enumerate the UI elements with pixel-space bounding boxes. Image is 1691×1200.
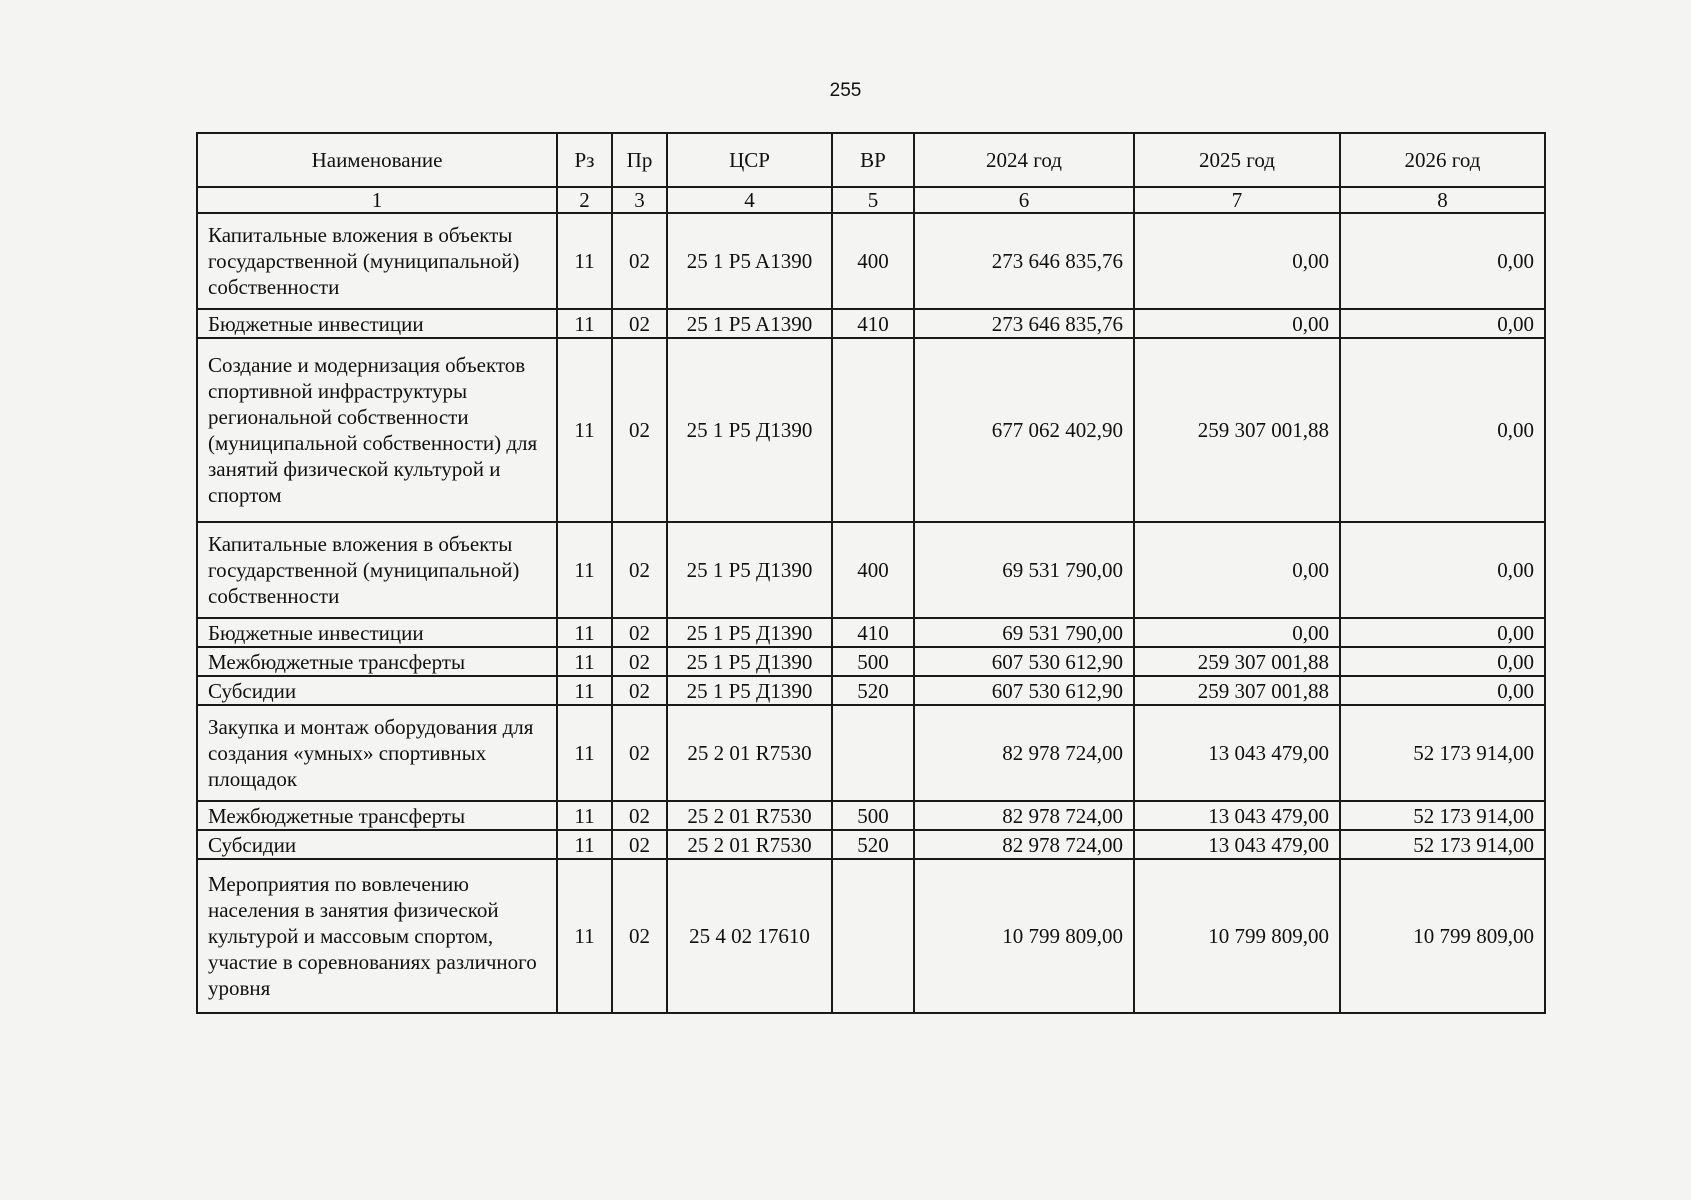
header-vr: ВР: [832, 133, 914, 187]
row-2024: 273 646 835,76: [914, 309, 1134, 338]
table-row: [197, 859, 1545, 1013]
row-name: Закупка и монтаж оборудования для создания «умных» спортивных площадок: [197, 705, 557, 801]
row-pr: 02: [612, 309, 667, 338]
row-2025: 13 043 479,00: [1134, 830, 1340, 859]
row-2024: 82 978 724,00: [914, 801, 1134, 830]
row-name: Бюджетные инвестиции: [197, 309, 557, 338]
row-csr: 25 2 01 R7530: [667, 830, 832, 859]
header-2024: 2024 год: [914, 133, 1134, 187]
row-vr: [832, 859, 914, 1013]
row-2024: 69 531 790,00: [914, 522, 1134, 618]
row-2026: 52 173 914,00: [1340, 801, 1545, 830]
column-number: 1: [197, 187, 557, 213]
row-2026: 0,00: [1340, 647, 1545, 676]
row-2026: 0,00: [1340, 676, 1545, 705]
row-name: Капитальные вложения в объекты государственной (муниципальной) собственности: [197, 213, 557, 309]
row-csr: 25 1 P5 Д1390: [667, 522, 832, 618]
row-2026: 0,00: [1340, 309, 1545, 338]
row-2026: 0,00: [1340, 338, 1545, 522]
row-2026: 10 799 809,00: [1340, 859, 1545, 1013]
row-name: Межбюджетные трансферты: [197, 647, 557, 676]
table-row: [197, 676, 1545, 705]
row-csr: 25 2 01 R7530: [667, 801, 832, 830]
row-name: Капитальные вложения в объекты государственной (муниципальной) собственности: [197, 522, 557, 618]
row-2025: 0,00: [1134, 522, 1340, 618]
row-vr: 500: [832, 647, 914, 676]
row-pr: 02: [612, 338, 667, 522]
row-pr: 02: [612, 705, 667, 801]
column-number: 8: [1340, 187, 1545, 213]
row-rz: 11: [557, 801, 612, 830]
row-rz: 11: [557, 338, 612, 522]
row-csr: 25 1 P5 Д1390: [667, 647, 832, 676]
column-number: 7: [1134, 187, 1340, 213]
row-2024: 677 062 402,90: [914, 338, 1134, 522]
header-row: [197, 133, 1545, 187]
row-name: Мероприятия по вовлечению населения в занятия физической культурой и массовым спортом, участие в соревнованиях различного уровня: [197, 859, 557, 1013]
header-2026: 2026 год: [1340, 133, 1545, 187]
column-number: 3: [612, 187, 667, 213]
row-vr: [832, 705, 914, 801]
table-row: [197, 522, 1545, 618]
row-csr: 25 4 02 17610: [667, 859, 832, 1013]
row-2025: 0,00: [1134, 618, 1340, 647]
row-rz: 11: [557, 213, 612, 309]
row-2024: 82 978 724,00: [914, 830, 1134, 859]
row-pr: 02: [612, 801, 667, 830]
column-number: 2: [557, 187, 612, 213]
row-rz: 11: [557, 522, 612, 618]
row-2026: 0,00: [1340, 213, 1545, 309]
column-number: 5: [832, 187, 914, 213]
row-pr: 02: [612, 618, 667, 647]
row-2025: 259 307 001,88: [1134, 647, 1340, 676]
row-pr: 02: [612, 647, 667, 676]
row-rz: 11: [557, 830, 612, 859]
row-2025: 10 799 809,00: [1134, 859, 1340, 1013]
row-csr: 25 1 P5 Д1390: [667, 618, 832, 647]
row-vr: 410: [832, 618, 914, 647]
row-2026: 52 173 914,00: [1340, 705, 1545, 801]
table-row: [197, 309, 1545, 338]
row-vr: 520: [832, 830, 914, 859]
row-pr: 02: [612, 676, 667, 705]
row-2025: 259 307 001,88: [1134, 338, 1340, 522]
row-name: Межбюджетные трансферты: [197, 801, 557, 830]
row-2024: 273 646 835,76: [914, 213, 1134, 309]
row-csr: 25 1 P5 Д1390: [667, 338, 832, 522]
table-row: [197, 338, 1545, 522]
row-pr: 02: [612, 859, 667, 1013]
column-number-row: [197, 187, 1545, 213]
row-csr: 25 1 P5 A1390: [667, 213, 832, 309]
row-rz: 11: [557, 859, 612, 1013]
row-2024: 82 978 724,00: [914, 705, 1134, 801]
header-rz: Рз: [557, 133, 612, 187]
header-2025: 2025 год: [1134, 133, 1340, 187]
row-rz: 11: [557, 309, 612, 338]
table-row: [197, 705, 1545, 801]
row-2025: 0,00: [1134, 213, 1340, 309]
table-row: [197, 647, 1545, 676]
row-vr: 400: [832, 522, 914, 618]
budget-table: [196, 132, 1546, 1014]
table-row: [197, 801, 1545, 830]
row-2026: 0,00: [1340, 522, 1545, 618]
row-name: Субсидии: [197, 830, 557, 859]
row-vr: 400: [832, 213, 914, 309]
row-pr: 02: [612, 213, 667, 309]
row-2024: 607 530 612,90: [914, 676, 1134, 705]
row-2025: 0,00: [1134, 309, 1340, 338]
row-csr: 25 1 P5 Д1390: [667, 676, 832, 705]
row-csr: 25 1 P5 A1390: [667, 309, 832, 338]
row-2025: 13 043 479,00: [1134, 801, 1340, 830]
row-csr: 25 2 01 R7530: [667, 705, 832, 801]
row-vr: 500: [832, 801, 914, 830]
row-2024: 10 799 809,00: [914, 859, 1134, 1013]
row-rz: 11: [557, 647, 612, 676]
row-rz: 11: [557, 676, 612, 705]
row-pr: 02: [612, 830, 667, 859]
column-number: 4: [667, 187, 832, 213]
row-vr: [832, 338, 914, 522]
row-name: Бюджетные инвестиции: [197, 618, 557, 647]
row-2025: 259 307 001,88: [1134, 676, 1340, 705]
page-number: 255: [829, 80, 862, 101]
row-2024: 607 530 612,90: [914, 647, 1134, 676]
row-name: Субсидии: [197, 676, 557, 705]
row-2025: 13 043 479,00: [1134, 705, 1340, 801]
row-2026: 52 173 914,00: [1340, 830, 1545, 859]
table-row: [197, 618, 1545, 647]
table-row: [197, 213, 1545, 309]
row-vr: 410: [832, 309, 914, 338]
row-2024: 69 531 790,00: [914, 618, 1134, 647]
row-2026: 0,00: [1340, 618, 1545, 647]
row-rz: 11: [557, 705, 612, 801]
header-pr: Пр: [612, 133, 667, 187]
column-number: 6: [914, 187, 1134, 213]
table-row: [197, 830, 1545, 859]
row-name: Создание и модернизация объектов спортивной инфраструктуры региональной собственности (муниципальной собственности) для занятий физической культурой и спортом: [197, 338, 557, 522]
header-name: Наименование: [197, 133, 557, 187]
row-pr: 02: [612, 522, 667, 618]
row-vr: 520: [832, 676, 914, 705]
row-rz: 11: [557, 618, 612, 647]
header-csr: ЦСР: [667, 133, 832, 187]
